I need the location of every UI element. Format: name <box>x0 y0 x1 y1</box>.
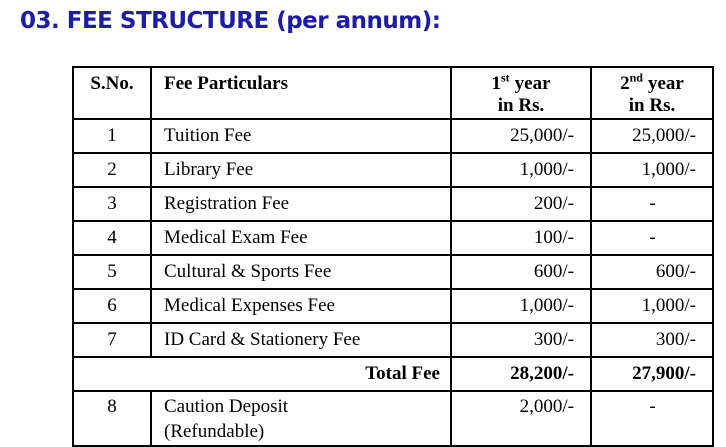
year2-superscript: nd <box>629 70 643 85</box>
row-particulars: Registration Fee <box>151 187 451 221</box>
total-fee-label: Total Fee <box>73 357 451 391</box>
row-amount-year2: - <box>591 187 713 221</box>
row-particulars <box>151 391 451 446</box>
row-amount-year1: 2,000/- <box>451 391 591 446</box>
row-amount-year2: 600/- <box>591 255 713 289</box>
row-amount-year2: 1,000/- <box>591 153 713 187</box>
row-amount-year1: 600/- <box>451 255 591 289</box>
row-sno: 4 <box>73 221 151 255</box>
row-particulars: Cultural & Sports Fee <box>151 255 451 289</box>
row-amount-year2: - <box>591 221 713 255</box>
row-sno: 6 <box>73 289 151 323</box>
caution-particulars-line2: (Refundable) <box>164 420 265 442</box>
caution-deposit-row <box>73 391 713 446</box>
table-row <box>73 119 713 153</box>
row-amount-year2: 300/- <box>591 323 713 357</box>
table-row <box>73 221 713 255</box>
row-amount-year1: 100/- <box>451 221 591 255</box>
row-amount-year2: 25,000/- <box>591 119 713 153</box>
year1-superscript: st <box>500 70 510 85</box>
row-amount-year2: 1,000/- <box>591 289 713 323</box>
row-amount-year1: 300/- <box>451 323 591 357</box>
table-row <box>73 323 713 357</box>
caution-particulars-line1: Caution Deposit <box>164 396 289 417</box>
header-year1 <box>451 67 591 119</box>
row-amount-year1: 1,000/- <box>451 153 591 187</box>
total-amount-year2: 27,900/- <box>591 357 713 391</box>
table-header-row <box>73 67 713 119</box>
row-sno: 3 <box>73 187 151 221</box>
header-sno: S.No. <box>73 67 151 119</box>
table-row <box>73 289 713 323</box>
row-particulars: Medical Expenses Fee <box>151 289 451 323</box>
table-row <box>73 187 713 221</box>
row-sno: 8 <box>73 391 151 446</box>
header-year1-line1: 1st year <box>491 70 551 94</box>
row-sno: 7 <box>73 323 151 357</box>
row-particulars: ID Card & Stationery Fee <box>151 323 451 357</box>
header-year2 <box>591 67 713 119</box>
total-amount-year1: 28,200/- <box>451 357 591 391</box>
row-amount-year1: 200/- <box>451 187 591 221</box>
page-title: 03. FEE STRUCTURE (per annum): <box>20 8 441 34</box>
table-row <box>73 255 713 289</box>
header-particulars: Fee Particulars <box>151 67 451 119</box>
header-year2-line1: 2nd year <box>620 70 684 94</box>
row-particulars: Tuition Fee <box>151 119 451 153</box>
row-particulars: Medical Exam Fee <box>151 221 451 255</box>
fee-structure-table <box>72 66 714 447</box>
row-amount-year1: 1,000/- <box>451 289 591 323</box>
row-amount-year2: - <box>591 391 713 446</box>
total-fee-row <box>73 357 713 391</box>
header-year2-line2: in Rs. <box>628 95 676 116</box>
row-sno: 1 <box>73 119 151 153</box>
header-year1-line2: in Rs. <box>497 95 545 116</box>
table-row <box>73 153 713 187</box>
row-sno: 5 <box>73 255 151 289</box>
row-amount-year1: 25,000/- <box>451 119 591 153</box>
row-particulars: Library Fee <box>151 153 451 187</box>
row-sno: 2 <box>73 153 151 187</box>
